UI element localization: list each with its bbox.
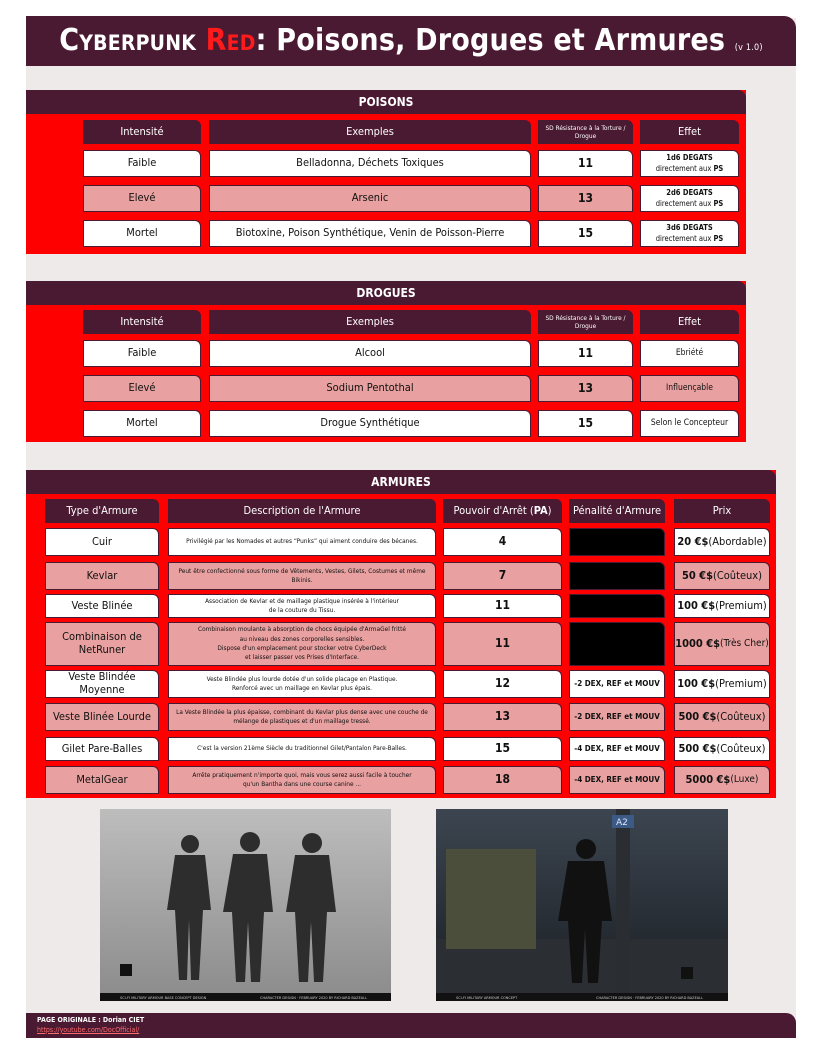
armor-row-0-price bbox=[674, 528, 770, 556]
armor-row-6-desc-line: C'est la version 21ème Siècle du traditionnel Gilet/Pantalon Pare-Balles. bbox=[197, 744, 407, 753]
poison-row-2-effect-main: 3d6 DEGATS bbox=[666, 223, 713, 232]
armor-row-1-desc bbox=[168, 562, 436, 590]
title-version: (v 1.0) bbox=[734, 43, 763, 53]
armor-row-3-type bbox=[45, 622, 159, 666]
drug-row-0-sd: 11 bbox=[538, 340, 633, 367]
right-image-caption-r: CHARACTER DESIGN · FEBRUARY 2020 BY RICHARD BAZEALL bbox=[596, 996, 704, 1000]
armor-row-5-desc-line: mélange de plastiques et d'un maillage tressé. bbox=[233, 717, 371, 725]
armor-row-2-desc-line: de la couture du Tissu. bbox=[268, 606, 336, 614]
armors-header-pa-post: ) bbox=[547, 503, 552, 517]
armor-row-3-price-tier: (Très Cher) bbox=[719, 638, 769, 650]
sign-label: A2 bbox=[616, 818, 628, 828]
armors-header-penalty: Pénalité d'Armure bbox=[569, 499, 665, 523]
armor-row-4-desc-line: Veste Blindée plus lourde dotée d'un solide placage en Plastique. bbox=[206, 674, 398, 683]
armor-row-5-type-label: Veste Blinée Lourde bbox=[52, 709, 152, 723]
footer bbox=[37, 1016, 144, 1036]
armor-row-5-price bbox=[674, 703, 770, 731]
armors-header-pa-pre: Pouvoir d'Arrêt ( bbox=[453, 503, 534, 517]
drugs-header-effect: Effet bbox=[640, 310, 739, 334]
armor-row-3-desc-line: et laisser passer vos Prises d'Interface. bbox=[244, 653, 360, 662]
drug-row-1-examples: Sodium Pentothal bbox=[209, 375, 531, 402]
poisons-section-title: POISONS bbox=[26, 90, 746, 114]
armor-row-7-price-value: 5000 €$ bbox=[685, 772, 731, 786]
poison-row-1-intensity: Elevé bbox=[83, 185, 201, 212]
poison-row-2-examples: Biotoxine, Poison Synthétique, Venin de Poisson-Pierre bbox=[209, 220, 531, 247]
poisons-section bbox=[26, 90, 746, 254]
armor-row-0-type-label: Cuir bbox=[91, 534, 112, 548]
armor-concept-art-right bbox=[436, 809, 728, 1001]
poison-row-2-sd: 15 bbox=[538, 220, 633, 247]
poisons-header-intensity: Intensité bbox=[83, 120, 201, 144]
drug-row-2-effect: Selon le Concepteur bbox=[640, 410, 739, 437]
armor-row-6-price-value: 500 €$ bbox=[678, 741, 717, 755]
armor-row-0-pa: 4 bbox=[443, 528, 562, 556]
armor-row-3-desc-line: Dispose d'un emplacement pour stocker votre CyberDeck bbox=[217, 644, 387, 652]
drug-row-1-effect: Influençable bbox=[640, 375, 739, 402]
armor-row-2-desc bbox=[168, 594, 436, 618]
armor-row-6-penalty: -4 DEX, REF et MOUV bbox=[569, 737, 665, 761]
armor-row-2-type-label: Veste Blinée bbox=[71, 598, 133, 612]
armor-row-2-price-value: 100 €$ bbox=[677, 598, 716, 612]
armor-row-2-type bbox=[45, 594, 159, 618]
armor-row-1-type bbox=[45, 562, 159, 590]
armor-row-7-penalty: -4 DEX, REF et MOUV bbox=[569, 766, 665, 794]
scene-illustration bbox=[436, 809, 728, 1001]
armor-row-5-desc bbox=[168, 703, 436, 731]
armor-row-5-price-tier: (Coûteux) bbox=[716, 709, 766, 723]
armor-row-2-desc-line: Association de Kevlar et de maillage plastique insérée à l'intérieur bbox=[205, 596, 399, 605]
title-part3: : Poisons, Drogues et Armures bbox=[255, 23, 726, 58]
poisons-header-effect: Effet bbox=[640, 120, 739, 144]
armors-header-pa bbox=[443, 499, 562, 523]
poison-row-0-effect-main: 1d6 DEGATS bbox=[666, 153, 713, 162]
armor-row-6-price bbox=[674, 737, 770, 761]
armor-row-4-desc bbox=[168, 670, 436, 698]
drug-row-0-intensity: Faible bbox=[83, 340, 201, 367]
armor-row-3-price bbox=[674, 622, 770, 666]
armor-row-6-type-label: Gilet Pare-Balles bbox=[61, 741, 143, 755]
armor-row-5-penalty: -2 DEX, REF et MOUV bbox=[569, 703, 665, 731]
armor-row-1-type-label: Kevlar bbox=[86, 568, 118, 582]
armor-row-4-pa: 12 bbox=[443, 670, 562, 698]
armor-row-0-price-value: 20 €$ bbox=[677, 534, 709, 548]
drugs-section-title: DROGUES bbox=[26, 281, 746, 305]
drug-row-2-sd: 15 bbox=[538, 410, 633, 437]
armors-header-price: Prix bbox=[674, 499, 770, 523]
armor-row-5-price-value: 500 €$ bbox=[678, 709, 717, 723]
armor-row-1-price-value: 50 €$ bbox=[681, 568, 713, 582]
armor-row-1-desc-line: Peut être confectionné sous forme de Vêtements, Vestes, Gilets, Costumes et même bbox=[178, 566, 426, 575]
armor-row-6-pa: 15 bbox=[443, 737, 562, 761]
drug-row-2-examples: Drogue Synthétique bbox=[209, 410, 531, 437]
poison-row-0-intensity: Faible bbox=[83, 150, 201, 177]
armor-row-1-desc-line: Bikinis. bbox=[291, 576, 313, 584]
page-title bbox=[26, 16, 796, 66]
armor-row-3-price-value: 1000 €$ bbox=[675, 636, 720, 650]
armor-row-6-price-tier: (Coûteux) bbox=[716, 741, 766, 755]
armor-row-3-desc-line: au niveau des zones corporelles sensibles. bbox=[239, 634, 365, 643]
drug-row-1-intensity: Elevé bbox=[83, 375, 201, 402]
armor-row-4-price-value: 100 €$ bbox=[677, 676, 716, 690]
armor-row-0-desc-line: Privilégié par les Nomades et autres “Punks” qui aiment conduire des bécanes. bbox=[186, 537, 418, 546]
footer-link[interactable]: https://youtube.com/DocOfficial/ bbox=[37, 1025, 140, 1034]
poisons-header-examples: Exemples bbox=[209, 120, 531, 144]
armor-row-6-desc bbox=[168, 737, 436, 761]
armor-row-7-desc bbox=[168, 766, 436, 794]
armor-row-3-penalty bbox=[569, 622, 665, 666]
armor-row-5-desc-line: La Veste Blindée la plus épaisse, combinant du Kevlar plus dense avec une couche de bbox=[176, 707, 428, 716]
armor-row-7-price bbox=[674, 766, 770, 794]
armor-row-7-type-label: MetalGear bbox=[76, 772, 128, 786]
armor-row-3-pa: 11 bbox=[443, 622, 562, 666]
armor-row-3-type-label: Combinaison de NetRuner bbox=[62, 630, 142, 656]
armor-row-0-price-tier: (Abordable) bbox=[708, 534, 767, 548]
footer-label: PAGE ORIGINALE : Dorian CIET bbox=[37, 1016, 145, 1024]
armor-row-1-price-tier: (Coûteux) bbox=[712, 568, 763, 582]
armor-row-5-pa: 13 bbox=[443, 703, 562, 731]
armor-row-3-desc bbox=[168, 622, 436, 666]
armor-row-2-price-tier: (Premium) bbox=[715, 598, 767, 612]
drug-row-2-intensity: Mortel bbox=[83, 410, 201, 437]
armor-row-1-price bbox=[674, 562, 770, 590]
armors-header-pa-bold: PA bbox=[533, 503, 548, 517]
armor-concept-art-left bbox=[100, 809, 391, 1001]
poison-row-1-effect bbox=[640, 185, 739, 212]
armor-row-1-penalty bbox=[569, 562, 665, 590]
armor-row-2-penalty bbox=[569, 594, 665, 618]
armor-row-4-type-label: Veste Blindée Moyenne bbox=[68, 670, 136, 696]
drugs-header-examples: Exemples bbox=[209, 310, 531, 334]
poison-row-1-effect-main: 2d6 DEGATS bbox=[666, 188, 713, 197]
poison-row-0-effect-stat: PS bbox=[713, 163, 724, 173]
poison-row-1-effect-pre: directement aux bbox=[655, 198, 714, 208]
armor-row-4-price-tier: (Premium) bbox=[715, 676, 767, 690]
armor-row-1-pa: 7 bbox=[443, 562, 562, 590]
armor-row-6-type bbox=[45, 737, 159, 761]
poison-row-2-effect-pre: directement aux bbox=[655, 233, 714, 243]
armor-row-0-penalty bbox=[569, 528, 665, 556]
armor-row-7-desc-line: qu'un Bantha dans une course canine ... bbox=[242, 780, 362, 788]
left-image-caption-r: CHARACTER DESIGN · FEBRUARY 2020 BY RICHARD BAZEALL bbox=[260, 996, 368, 1000]
armor-row-4-desc-line: Renforcé avec un maillage en Kevlar plus épais. bbox=[231, 684, 373, 692]
right-image-caption-l: SCI-FI MILITARY ARMOUR CONCEPT bbox=[456, 996, 518, 1000]
armors-section-title: ARMURES bbox=[26, 470, 776, 494]
poisons-header-sd: SD Résistance à la Torture / Drogue bbox=[538, 120, 633, 144]
armors-header-desc: Description de l'Armure bbox=[168, 499, 436, 523]
left-image-caption-l: SCI-FI MILITARY ARMOUR BASE CONCEPT DESIGN bbox=[120, 996, 207, 1000]
armor-row-2-price bbox=[674, 594, 770, 618]
drug-row-0-effect: Ebriété bbox=[640, 340, 739, 367]
title-red: Red bbox=[205, 23, 256, 58]
title-part1: Cyberpunk bbox=[59, 23, 206, 58]
armors-header-type: Type d'Armure bbox=[45, 499, 159, 523]
armor-row-4-price bbox=[674, 670, 770, 698]
drugs-section bbox=[26, 281, 746, 442]
poison-row-0-effect bbox=[640, 150, 739, 177]
armor-row-3-desc-line: Combinaison moulante à absorption de chocs équipée d'ArmaGel fritté bbox=[198, 625, 406, 634]
poison-row-0-sd: 11 bbox=[538, 150, 633, 177]
armor-row-4-penalty: -2 DEX, REF et MOUV bbox=[569, 670, 665, 698]
poison-row-2-effect-stat: PS bbox=[713, 233, 724, 243]
armors-section bbox=[26, 470, 776, 798]
armor-row-7-pa: 18 bbox=[443, 766, 562, 794]
armor-row-7-type bbox=[45, 766, 159, 794]
armor-row-7-desc-line: Arrête pratiquement n'importe quoi, mais vous serez aussi facile à toucher bbox=[192, 770, 412, 779]
concept-art-illustration bbox=[100, 809, 391, 1001]
drug-row-1-sd: 13 bbox=[538, 375, 633, 402]
poison-row-0-effect-pre: directement aux bbox=[655, 163, 714, 173]
poison-row-2-effect bbox=[640, 220, 739, 247]
drugs-header-intensity: Intensité bbox=[83, 310, 201, 334]
drug-row-0-examples: Alcool bbox=[209, 340, 531, 367]
armor-row-4-type bbox=[45, 670, 159, 698]
poison-row-1-sd: 13 bbox=[538, 185, 633, 212]
armor-row-0-desc bbox=[168, 528, 436, 556]
armor-row-2-pa: 11 bbox=[443, 594, 562, 618]
armor-row-5-type bbox=[45, 703, 159, 731]
armor-row-0-type bbox=[45, 528, 159, 556]
poison-row-0-examples: Belladonna, Déchets Toxiques bbox=[209, 150, 531, 177]
poison-row-1-effect-stat: PS bbox=[713, 198, 724, 208]
armor-row-7-price-tier: (Luxe) bbox=[730, 774, 759, 786]
poison-row-2-intensity: Mortel bbox=[83, 220, 201, 247]
poison-row-1-examples: Arsenic bbox=[209, 185, 531, 212]
drugs-header-sd: SD Résistance à la Torture / Drogue bbox=[538, 310, 633, 334]
